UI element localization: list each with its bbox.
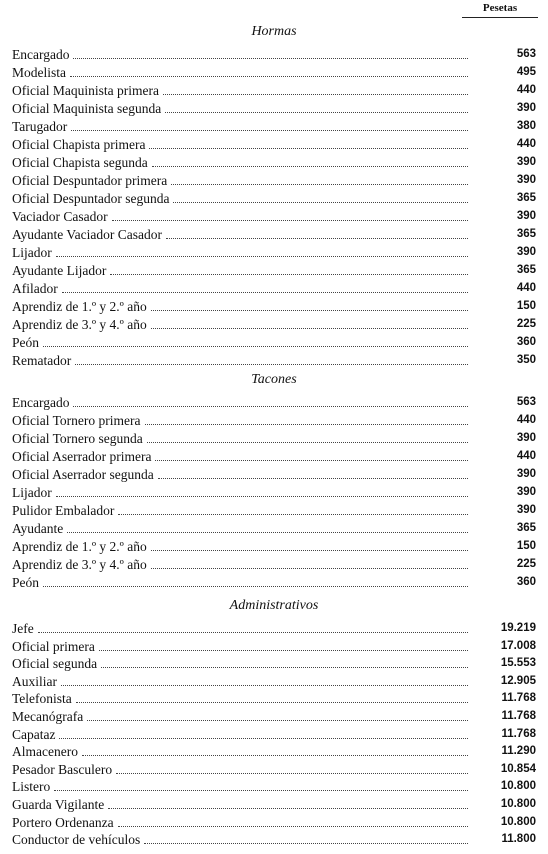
salary-row	[12, 447, 536, 464]
job-title: Afilador	[12, 281, 58, 296]
salary-row	[12, 171, 536, 188]
salary-value: 440	[516, 282, 536, 294]
salary-value: 360	[516, 576, 536, 588]
salary-row	[12, 429, 536, 446]
dot-leader	[43, 586, 468, 587]
salary-row	[12, 654, 536, 671]
salary-value: 390	[516, 102, 536, 114]
dot-leader	[108, 808, 468, 809]
salary-value: 10.800	[500, 798, 536, 810]
job-title: Jefe	[12, 621, 34, 636]
salary-row	[12, 689, 536, 706]
salary-value: 380	[516, 120, 536, 132]
salary-value: 150	[516, 300, 536, 312]
job-title: Peón	[12, 575, 39, 590]
dot-leader	[99, 650, 468, 651]
salary-row	[12, 315, 536, 332]
job-title: Aprendiz de 3.º y 4.º año	[12, 557, 147, 572]
dot-leader	[173, 202, 468, 203]
dot-leader	[38, 632, 468, 633]
job-title: Oficial Tornero primera	[12, 413, 141, 428]
salary-row	[12, 707, 536, 724]
salary-row	[12, 117, 536, 134]
salary-row	[12, 555, 536, 572]
dot-leader	[118, 826, 468, 827]
job-title: Oficial Aserrador segunda	[12, 467, 154, 482]
salary-value: 12.905	[500, 674, 536, 687]
section-title: Tacones	[251, 372, 297, 387]
salary-value: 563	[516, 48, 536, 60]
dot-leader	[61, 685, 468, 686]
dot-leader	[76, 702, 468, 703]
job-title: Oficial Tornero segunda	[12, 431, 143, 446]
salary-row	[12, 795, 536, 812]
salary-row	[12, 153, 536, 170]
salary-row	[12, 813, 536, 830]
salary-row	[12, 45, 536, 62]
dot-leader	[59, 738, 468, 739]
salary-row	[12, 742, 536, 759]
salary-value: 15.553	[500, 657, 536, 670]
dot-leader	[110, 274, 468, 275]
job-title: Encargado	[12, 395, 70, 410]
salary-value: 440	[516, 414, 536, 426]
job-title: Encargado	[12, 47, 70, 62]
job-title: Conductor de vehículos	[12, 832, 141, 848]
dot-leader	[165, 112, 468, 113]
dot-leader	[101, 667, 468, 668]
salary-value: 225	[516, 318, 536, 330]
salary-value: 365	[516, 192, 536, 204]
dot-leader	[87, 720, 468, 721]
job-title: Mecanógrafa	[12, 709, 84, 724]
job-title: Ayudante Lijador	[12, 263, 107, 278]
job-title: Vaciador Casador	[12, 209, 108, 224]
salary-value: 225	[516, 558, 536, 570]
salary-row	[12, 333, 536, 350]
salary-value: 390	[516, 486, 536, 498]
salary-row	[12, 351, 536, 368]
salary-value: 390	[516, 432, 536, 444]
salary-value: 365	[516, 264, 536, 276]
job-title: Aprendiz de 1.º y 2.º año	[12, 299, 147, 314]
dot-leader	[166, 238, 468, 239]
dot-leader	[67, 532, 468, 533]
salary-value: 390	[516, 246, 536, 258]
salary-row	[12, 619, 536, 636]
salary-row	[12, 279, 536, 296]
dot-leader	[62, 292, 468, 293]
salary-row	[12, 537, 536, 554]
dot-leader	[56, 496, 468, 497]
salary-row	[12, 672, 536, 689]
salary-row	[12, 207, 536, 224]
dot-leader	[71, 130, 468, 131]
salary-row	[12, 501, 536, 518]
pesetas-column-header: Pesetas	[482, 2, 518, 14]
dot-leader	[145, 424, 468, 425]
job-title: Portero Ordenanza	[12, 814, 114, 830]
salary-row	[12, 393, 536, 410]
salary-value: 563	[516, 396, 536, 408]
dot-leader	[151, 550, 468, 551]
salary-row	[12, 760, 536, 777]
salary-row	[12, 63, 536, 80]
salary-row	[12, 99, 536, 116]
salary-row	[12, 225, 536, 242]
salary-row	[12, 483, 536, 500]
salary-value: 17.008	[500, 639, 536, 652]
salary-row	[12, 777, 536, 794]
salary-value: 440	[516, 138, 536, 150]
salary-value: 19.219	[500, 622, 536, 634]
salary-value: 365	[516, 228, 536, 240]
dot-leader	[118, 514, 468, 515]
dot-leader	[70, 76, 468, 77]
dot-leader	[163, 94, 468, 95]
salary-value: 365	[516, 522, 536, 534]
dot-leader	[73, 406, 468, 407]
salary-row	[12, 297, 536, 314]
job-title: Tarugador	[12, 119, 68, 134]
job-title: Oficial Chapista segunda	[12, 155, 148, 170]
job-title: Oficial Despuntador primera	[12, 173, 168, 188]
salary-value: 11.768	[501, 710, 536, 722]
job-title: Oficial Maquinista segunda	[12, 101, 162, 116]
section-title: Hormas	[251, 24, 297, 39]
salary-value: 11.800	[501, 833, 536, 846]
salary-value: 150	[516, 540, 536, 552]
salary-value: 440	[516, 84, 536, 96]
job-title: Auxiliar	[12, 673, 57, 689]
dot-leader	[144, 843, 468, 844]
salary-row	[12, 725, 536, 742]
salary-value: 11.768	[501, 692, 536, 705]
salary-row	[12, 519, 536, 536]
dot-leader	[116, 773, 468, 774]
dot-leader	[82, 755, 468, 756]
job-title: Oficial primera	[12, 638, 95, 654]
salary-value: 350	[516, 354, 536, 366]
job-title: Ayudante Vaciador Casador	[12, 227, 162, 242]
salary-row	[12, 243, 536, 260]
salary-value: 390	[516, 468, 536, 480]
job-title: Peón	[12, 335, 39, 350]
salary-value: 11.768	[501, 727, 536, 740]
salary-value: 390	[516, 504, 536, 516]
dot-leader	[152, 166, 468, 167]
salary-row	[12, 81, 536, 98]
job-title: Pulidor Embalador	[12, 503, 115, 518]
salary-row	[12, 261, 536, 278]
job-title: Oficial segunda	[12, 656, 98, 672]
job-title: Pesador Basculero	[12, 761, 113, 777]
job-title: Oficial Chapista primera	[12, 137, 146, 152]
salary-value: 390	[516, 156, 536, 168]
job-title: Oficial Aserrador primera	[12, 449, 152, 464]
dot-leader	[171, 184, 468, 185]
salary-value: 10.854	[500, 762, 536, 775]
salary-value: 390	[516, 210, 536, 222]
salary-value: 10.800	[500, 780, 536, 793]
job-title: Capataz	[12, 726, 56, 742]
dot-leader	[43, 346, 468, 347]
dot-leader	[158, 478, 468, 479]
job-title: Oficial Despuntador segunda	[12, 191, 170, 206]
salary-row	[12, 637, 536, 654]
dot-leader	[151, 328, 468, 329]
section-title: Administrativos	[229, 598, 319, 613]
salary-value: 11.290	[501, 745, 536, 758]
job-title: Aprendiz de 3.º y 4.º año	[12, 317, 147, 332]
dot-leader	[151, 568, 468, 569]
job-title: Modelista	[12, 65, 66, 80]
salary-value: 495	[516, 66, 536, 78]
job-title: Listero	[12, 779, 51, 795]
salary-row	[12, 189, 536, 206]
salary-value: 360	[516, 336, 536, 348]
salary-row	[12, 135, 536, 152]
dot-leader	[56, 256, 468, 257]
salary-value: 440	[516, 450, 536, 462]
salary-row	[12, 465, 536, 482]
job-title: Oficial Maquinista primera	[12, 83, 159, 98]
dot-leader	[73, 58, 468, 59]
header-rule	[462, 17, 538, 18]
dot-leader	[112, 220, 468, 221]
dot-leader	[54, 790, 468, 791]
salary-row	[12, 573, 536, 590]
job-title: Lijador	[12, 485, 52, 500]
salary-row	[12, 830, 536, 847]
job-title: Aprendiz de 1.º y 2.º año	[12, 539, 147, 554]
job-title: Lijador	[12, 245, 52, 260]
dot-leader	[155, 460, 468, 461]
salary-value: 390	[516, 174, 536, 186]
job-title: Telefonista	[12, 691, 72, 707]
job-title: Guarda Vigilante	[12, 797, 105, 812]
dot-leader	[147, 442, 468, 443]
dot-leader	[149, 148, 468, 149]
job-title: Rematador	[12, 353, 72, 368]
salary-value: 10.800	[500, 815, 536, 828]
salary-row	[12, 411, 536, 428]
dot-leader	[151, 310, 468, 311]
job-title: Almacenero	[12, 744, 78, 760]
dot-leader	[75, 364, 468, 365]
job-title: Ayudante	[12, 521, 64, 536]
